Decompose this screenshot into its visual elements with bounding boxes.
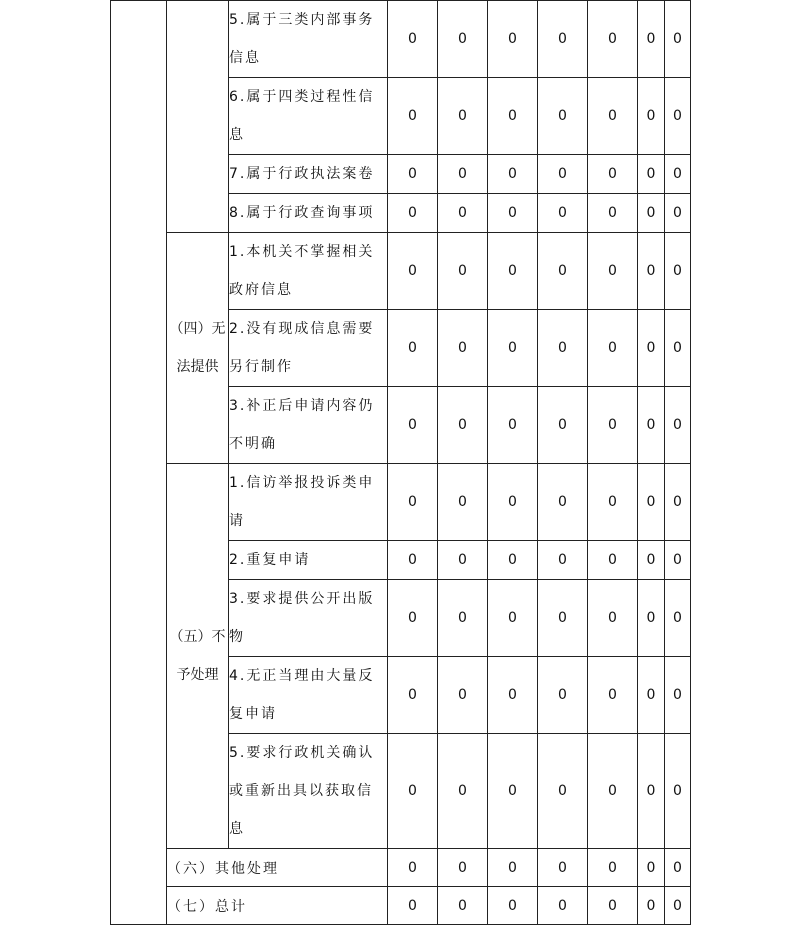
value-cell: 0	[588, 1, 638, 78]
value-cell: 0	[488, 734, 538, 849]
value-cell: 0	[665, 657, 691, 734]
group-cell-unnamed	[167, 1, 229, 233]
value-cell: 0	[438, 849, 488, 887]
value-cell: 0	[638, 541, 665, 580]
row-label: 2.重复申请	[229, 541, 388, 580]
value-cell: 0	[588, 541, 638, 580]
value-cell: 0	[438, 1, 488, 78]
value-cell: 0	[438, 387, 488, 464]
value-cell: 0	[488, 657, 538, 734]
table-row	[111, 464, 691, 541]
row-label: 3.补正后申请内容仍不明确	[229, 387, 388, 464]
value-cell: 0	[665, 849, 691, 887]
value-cell: 0	[438, 194, 488, 233]
value-cell: 0	[388, 541, 438, 580]
value-cell: 0	[588, 155, 638, 194]
value-cell: 0	[538, 194, 588, 233]
value-cell: 0	[538, 734, 588, 849]
value-cell: 0	[638, 155, 665, 194]
value-cell: 0	[538, 155, 588, 194]
value-cell: 0	[538, 1, 588, 78]
value-cell: 0	[665, 1, 691, 78]
table-row	[111, 849, 691, 887]
value-cell: 0	[388, 849, 438, 887]
value-cell: 0	[388, 310, 438, 387]
value-cell: 0	[488, 887, 538, 925]
value-cell: 0	[588, 580, 638, 657]
value-cell: 0	[665, 541, 691, 580]
value-cell: 0	[388, 233, 438, 310]
value-cell: 0	[638, 887, 665, 925]
value-cell: 0	[538, 541, 588, 580]
value-cell: 0	[388, 464, 438, 541]
value-cell: 0	[588, 78, 638, 155]
table-row	[111, 233, 691, 310]
value-cell: 0	[488, 387, 538, 464]
value-cell: 0	[665, 887, 691, 925]
value-cell: 0	[388, 1, 438, 78]
value-cell: 0	[665, 233, 691, 310]
value-cell: 0	[438, 580, 488, 657]
value-cell: 0	[538, 887, 588, 925]
value-cell: 0	[488, 78, 538, 155]
value-cell: 0	[488, 155, 538, 194]
value-cell: 0	[388, 78, 438, 155]
value-cell: 0	[488, 310, 538, 387]
value-cell: 0	[438, 887, 488, 925]
value-cell: 0	[588, 734, 638, 849]
row-label: 4.无正当理由大量反复申请	[229, 657, 388, 734]
value-cell: 0	[588, 310, 638, 387]
value-cell: 0	[638, 734, 665, 849]
outer-category-cell	[111, 1, 167, 925]
value-cell: 0	[638, 464, 665, 541]
value-cell: 0	[388, 387, 438, 464]
row-label: 1.本机关不掌握相关政府信息	[229, 233, 388, 310]
value-cell: 0	[438, 310, 488, 387]
value-cell: 0	[488, 580, 538, 657]
value-cell: 0	[538, 387, 588, 464]
value-cell: 0	[588, 887, 638, 925]
table-row	[111, 887, 691, 925]
statistics-table	[110, 0, 691, 925]
value-cell: 0	[588, 387, 638, 464]
value-cell: 0	[638, 310, 665, 387]
value-cell: 0	[488, 541, 538, 580]
value-cell: 0	[438, 734, 488, 849]
value-cell: 0	[438, 155, 488, 194]
value-cell: 0	[488, 464, 538, 541]
value-cell: 0	[538, 657, 588, 734]
value-cell: 0	[388, 657, 438, 734]
value-cell: 0	[665, 464, 691, 541]
value-cell: 0	[388, 194, 438, 233]
row-label-total: （七）总计	[167, 887, 388, 925]
value-cell: 0	[488, 233, 538, 310]
value-cell: 0	[388, 887, 438, 925]
value-cell: 0	[665, 387, 691, 464]
value-cell: 0	[388, 734, 438, 849]
value-cell: 0	[538, 233, 588, 310]
row-label: 5.要求行政机关确认或重新出具以获取信息	[229, 734, 388, 849]
value-cell: 0	[638, 849, 665, 887]
row-label: 3.要求提供公开出版物	[229, 580, 388, 657]
value-cell: 0	[638, 657, 665, 734]
value-cell: 0	[438, 233, 488, 310]
value-cell: 0	[538, 849, 588, 887]
value-cell: 0	[438, 78, 488, 155]
value-cell: 0	[388, 155, 438, 194]
value-cell: 0	[588, 233, 638, 310]
value-cell: 0	[665, 734, 691, 849]
row-label: 6.属于四类过程性信息	[229, 78, 388, 155]
row-label: 2.没有现成信息需要另行制作	[229, 310, 388, 387]
value-cell: 0	[588, 657, 638, 734]
value-cell: 0	[488, 194, 538, 233]
value-cell: 0	[438, 657, 488, 734]
table-row	[111, 1, 691, 78]
row-label-other-processing: （六）其他处理	[167, 849, 388, 887]
value-cell: 0	[638, 233, 665, 310]
value-cell: 0	[665, 78, 691, 155]
value-cell: 0	[638, 387, 665, 464]
group-cell-cannot-provide: （四）无法提供	[167, 233, 229, 464]
value-cell: 0	[438, 541, 488, 580]
row-label: 5.属于三类内部事务信息	[229, 1, 388, 78]
value-cell: 0	[438, 464, 488, 541]
row-label: 1.信访举报投诉类申请	[229, 464, 388, 541]
value-cell: 0	[638, 78, 665, 155]
value-cell: 0	[488, 849, 538, 887]
value-cell: 0	[538, 78, 588, 155]
value-cell: 0	[665, 310, 691, 387]
value-cell: 0	[638, 194, 665, 233]
value-cell: 0	[665, 580, 691, 657]
value-cell: 0	[538, 464, 588, 541]
value-cell: 0	[638, 1, 665, 78]
value-cell: 0	[538, 310, 588, 387]
value-cell: 0	[538, 580, 588, 657]
value-cell: 0	[665, 155, 691, 194]
value-cell: 0	[665, 194, 691, 233]
value-cell: 0	[588, 849, 638, 887]
group-cell-not-processed: （五）不予处理	[167, 464, 229, 849]
value-cell: 0	[638, 580, 665, 657]
row-label: 8.属于行政查询事项	[229, 194, 388, 233]
row-label: 7.属于行政执法案卷	[229, 155, 388, 194]
value-cell: 0	[488, 1, 538, 78]
value-cell: 0	[588, 464, 638, 541]
value-cell: 0	[388, 580, 438, 657]
value-cell: 0	[588, 194, 638, 233]
